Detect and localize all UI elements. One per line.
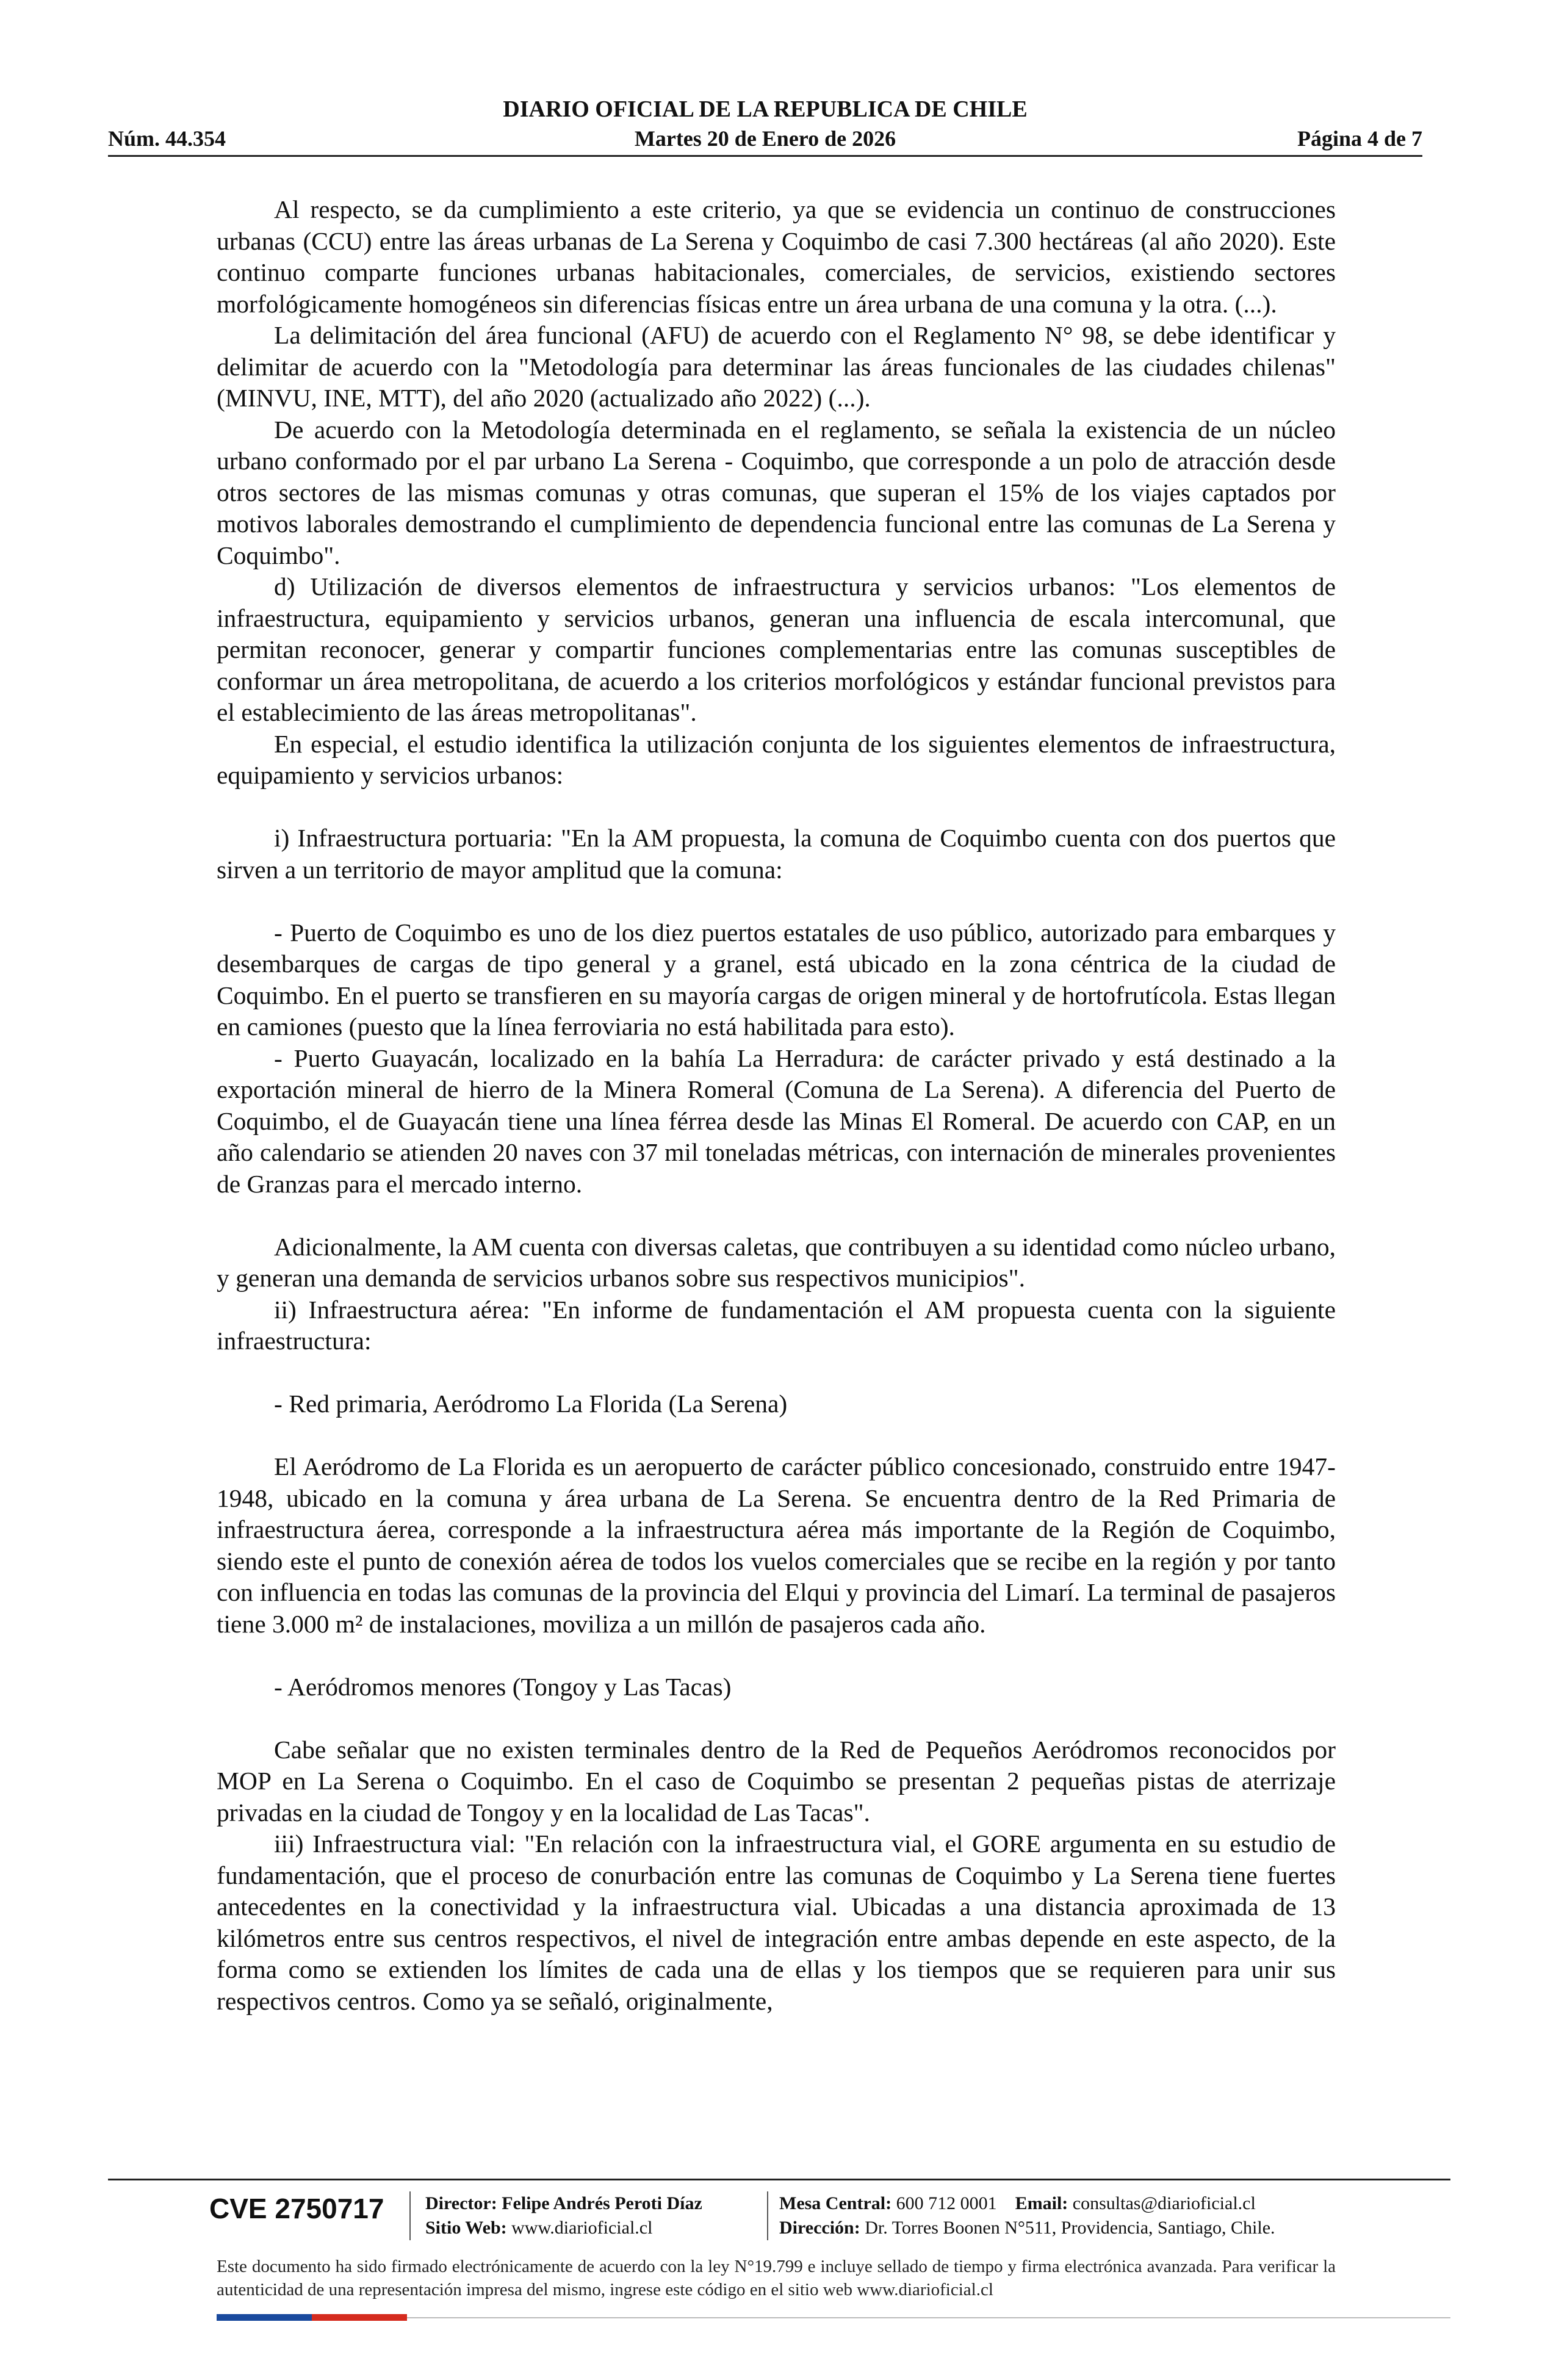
body-paragraph: - Aeródromos menores (Tongoy y Las Tacas) — [274, 1672, 732, 1701]
footer-separator — [767, 2191, 768, 2240]
site-link[interactable]: www.diarioficial.cl — [511, 2218, 653, 2238]
publication-title: DIARIO OFICIAL DE LA REPUBLICA DE CHILE — [503, 96, 1028, 122]
body-paragraph: Al respecto, se da cumplimiento a este criterio, ya que se evidencia un continuo de construcciones urbanas (CCU) entre las áreas urbanas de La Serena y Coquimbo de casi 7.300 hectáreas (al año 2020). Este continuo comparte funciones urbanas habitacionales, comerciales, de servicios, existiendo sectores morfológicamente homogéneos sin diferencias físicas entre un área urbana de una comuna y la otra. (...). — [217, 195, 1336, 318]
bottom-divider — [407, 2317, 1450, 2318]
email-label: Email: — [1015, 2193, 1068, 2213]
document-body — [217, 194, 1336, 2017]
body-paragraph: ii) Infraestructura aérea: "En informe de fundamentación el AM propuesta cuenta con la siguiente infraestructura: — [217, 1295, 1336, 1355]
contact-block — [779, 2191, 1275, 2240]
page-header — [108, 96, 1422, 157]
mesa-label: Mesa Central: — [779, 2193, 892, 2213]
flag-blue-segment — [217, 2314, 312, 2321]
flag-red-segment — [312, 2314, 407, 2321]
body-paragraph: En especial, el estudio identifica la utilización conjunta de los siguientes elementos de infraestructura, equipamiento y servicios urbanos: — [217, 729, 1336, 789]
body-paragraph: La delimitación del área funcional (AFU) de acuerdo con el Reglamento N° 98, se debe identificar y delimitar de acuerdo con la "Metodología para determinar las áreas funcionales de las ciudades chilenas" (MINVU, INE, MTT), del año 2020 (actualizado año 2022) (...). — [217, 321, 1336, 412]
body-paragraph: - Puerto Guayacán, localizado en la bahía La Herradura: de carácter privado y está destinado a la exportación mineral de hierro de la Minera Romeral (Comuna de La Serena). A diferencia del Puerto de Coquimbo, el de Guayacán tiene una línea férrea desde las Minas El Romeral. De acuerdo con CAP, en un año calendario se atienden 20 naves con 37 mil toneladas métricas, con internación de minerales provenientes de Granzas para el mercado interno. — [217, 1044, 1336, 1198]
body-paragraph: Cabe señalar que no existen terminales dentro de la Red de Pequeños Aeródromos reconocidos por MOP en La Serena o Coquimbo. En el caso de Coquimbo se presentan 2 pequeñas pistas de aterrizaje privadas en la ciudad de Tongoy y en la localidad de Las Tacas". — [217, 1735, 1336, 1826]
address-label: Dirección: — [779, 2218, 860, 2238]
body-paragraph: iii) Infraestructura vial: "En relación con la infraestructura vial, el GORE argumenta en su estudio de fundamentación, que el proceso de conurbación entre las comunas de Coquimbo y La Serena tiene fuertes antecedentes en la conectividad y la infraestructura vial. Ubicadas a una distancia aproximada de 13 kilómetros entre sus centros respectivos, el nivel de integración entre ambas depende en este aspecto, de la forma como se extienden los límites de cada una de ellas y los tiempos que se requieren para unir sus respectivos centros. Como ya se señaló, originalmente, — [217, 1830, 1336, 2015]
body-paragraph: - Red primaria, Aeródromo La Florida (La Serena) — [274, 1390, 788, 1418]
page-footer — [108, 2188, 1450, 2249]
page-indicator: Página 4 de 7 — [1297, 126, 1422, 151]
flag-stripe — [217, 2314, 407, 2321]
body-paragraph: i) Infraestructura portuaria: "En la AM propuesta, la comuna de Coquimbo cuenta con dos puertos que sirven a un territorio de mayor amplitud que la comuna: — [217, 824, 1336, 884]
body-paragraph: El Aeródromo de La Florida es un aeropuerto de carácter público concesionado, construido entre 1947-1948, ubicado en la comuna y área urbana de La Serena. Se encuentra dentro de la Red Primaria de infraestructura áerea, corresponde a la infraestructura aérea más importante de la Región de Coquimbo, siendo este el punto de conexión aérea de todos los vuelos comerciales que se recibe en la región y por tanto con influencia en todas las comunas de la provincia del Elqui y provincia del Limarí. La terminal de pasajeros tiene 3.000 m² de instalaciones, moviliza a un millón de pasajeros cada año. — [217, 1452, 1336, 1638]
issue-date: Martes 20 de Enero de 2026 — [634, 126, 896, 151]
body-paragraph: - Puerto de Coquimbo es uno de los diez puertos estatales de uso público, autorizado para embarques y desembarques de cargas de tipo general y a granel, está ubicado en la zona céntrica de la ciudad de Coquimbo. En el puerto se transfieren en su mayoría cargas de origen mineral y de hortofrutícola. Estas llegan en camiones (puesto que la línea ferroviaria no está habilitada para esto). — [217, 918, 1336, 1040]
issue-number: Núm. 44.354 — [108, 126, 226, 151]
email-link[interactable]: consultas@diarioficial.cl — [1072, 2193, 1256, 2213]
legal-notice: Este documento ha sido firmado electrónicamente de acuerdo con la ley N°19.799 e incluye sellado de tiempo y firma electrónica avanzada. Para verificar la autenticidad de una representación impresa del mismo, ingrese este código en el sitio web www.diarioficial.cl — [217, 2257, 1336, 2299]
footer-divider — [108, 2179, 1450, 2180]
director-name: Felipe Andrés Peroti Díaz — [502, 2193, 702, 2213]
cve-code: CVE 2750717 — [209, 2193, 384, 2224]
site-label: Sitio Web: — [425, 2218, 507, 2238]
director-label: Director: — [425, 2193, 497, 2213]
address-value: Dr. Torres Boonen N°511, Providencia, Santiago, Chile. — [865, 2218, 1275, 2238]
mesa-phone: 600 712 0001 — [896, 2193, 997, 2213]
footer-separator — [409, 2191, 411, 2240]
body-paragraph: Adicionalmente, la AM cuenta con diversas caletas, que contribuyen a su identidad como núcleo urbano, y generan una demanda de servicios urbanos sobre sus respectivos municipios". — [217, 1232, 1336, 1292]
header-divider — [108, 155, 1422, 157]
body-paragraph: d) Utilización de diversos elementos de infraestructura y servicios urbanos: "Los elementos de infraestructura, equipamiento y servicios urbanos, generan una influencia de escala intercomunal, que permitan reconocer, generar y compartir funciones complementarias entre las comunas susceptibles de conformar un área metropolitana, de acuerdo a los criterios morfológicos y estándar funcional previstos para el establecimiento de las áreas metropolitanas". — [217, 572, 1336, 726]
director-block — [425, 2191, 702, 2240]
body-paragraph: De acuerdo con la Metodología determinada en el reglamento, se señala la existencia de un núcleo urbano conformado por el par urbano La Serena - Coquimbo, que corresponde a un polo de atracción desde otros sectores de las mismas comunas y otras comunas, que superan el 15% de los viajes captados por motivos laborales demostrando el cumplimiento de dependencia funcional entre las comunas de La Serena y Coquimbo". — [217, 415, 1336, 569]
